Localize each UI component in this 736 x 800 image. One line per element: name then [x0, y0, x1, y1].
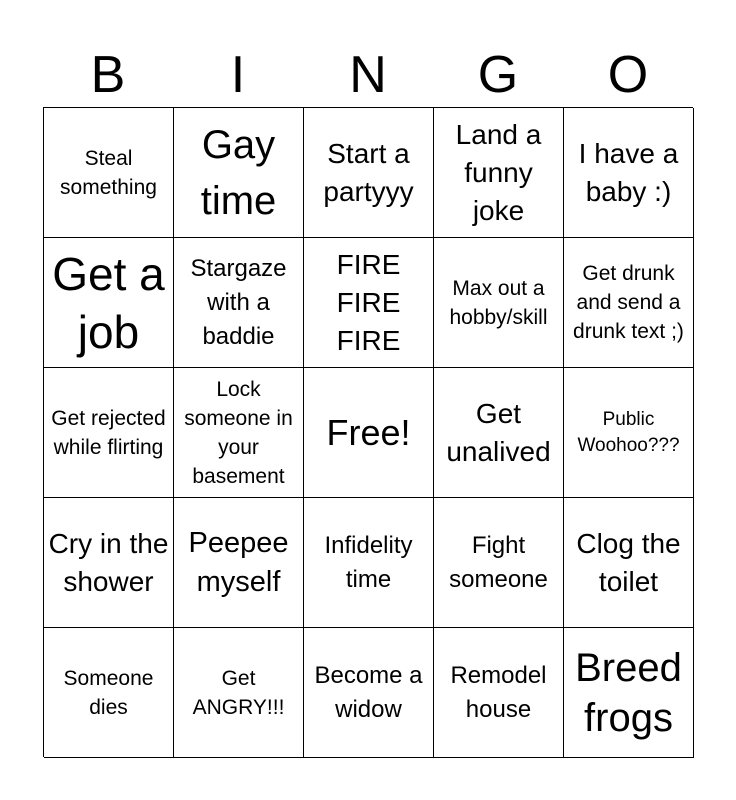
- bingo-cell[interactable]: [304, 108, 434, 238]
- bingo-cell[interactable]: [434, 628, 564, 758]
- bingo-header: [43, 44, 693, 106]
- bingo-cell[interactable]: [174, 368, 304, 498]
- bingo-cell[interactable]: [174, 498, 304, 628]
- cell-text: Public Woohoo???: [577, 408, 680, 456]
- cell-text: Become a widow: [314, 661, 423, 723]
- cell-text: Someone dies: [63, 666, 154, 719]
- bingo-cell[interactable]: [44, 238, 174, 368]
- bingo-board: [43, 107, 693, 757]
- cell-text: Gay time: [200, 122, 277, 223]
- cell-text: Start a partyyy: [323, 137, 414, 207]
- bingo-cell[interactable]: [434, 368, 564, 498]
- bingo-cell[interactable]: [434, 238, 564, 368]
- bingo-cell[interactable]: [174, 108, 304, 238]
- bingo-cell[interactable]: [174, 238, 304, 368]
- cell-text: Steal something: [60, 146, 157, 199]
- bingo-cell[interactable]: [44, 368, 174, 498]
- bingo-cell[interactable]: [174, 628, 304, 758]
- header-letter-o: O: [607, 46, 649, 104]
- cell-text: Peepee myself: [188, 526, 289, 598]
- bingo-cell[interactable]: [564, 368, 694, 498]
- bingo-cell-free[interactable]: [304, 368, 434, 498]
- bingo-cell[interactable]: [44, 628, 174, 758]
- bingo-cell[interactable]: [564, 498, 694, 628]
- cell-text: Max out a hobby/skill: [449, 276, 548, 329]
- cell-text: Lock someone in your basement: [184, 377, 293, 488]
- cell-text: Land a funny joke: [455, 118, 542, 226]
- cell-text: Free!: [326, 411, 411, 453]
- cell-text: Get drunk and send a drunk text ;): [573, 262, 684, 343]
- header-letter-b: B: [90, 46, 126, 104]
- cell-text: Stargaze with a baddie: [190, 254, 287, 350]
- bingo-cell[interactable]: [564, 108, 694, 238]
- cell-text: I have a baby :): [578, 137, 679, 207]
- cell-text: FIRE FIRE FIRE: [336, 248, 401, 356]
- cell-text: Remodel house: [450, 661, 547, 723]
- bingo-cell[interactable]: [44, 108, 174, 238]
- bingo-cell[interactable]: [304, 498, 434, 628]
- bingo-cell[interactable]: [564, 238, 694, 368]
- header-letter-i: I: [230, 46, 246, 104]
- bingo-cell[interactable]: [564, 628, 694, 758]
- cell-text: Clog the toilet: [576, 527, 681, 597]
- cell-text: Get a job: [52, 247, 165, 358]
- cell-text: Fight someone: [449, 531, 548, 593]
- header-letter-g: G: [477, 46, 519, 104]
- bingo-cell[interactable]: [304, 238, 434, 368]
- cell-text: Get rejected while flirting: [51, 406, 166, 459]
- bingo-cell[interactable]: [434, 108, 564, 238]
- bingo-cell[interactable]: [304, 628, 434, 758]
- header-letter-n: N: [349, 46, 387, 104]
- cell-text: Get unalived: [446, 397, 551, 467]
- cell-text: Cry in the shower: [48, 527, 169, 597]
- cell-text: Breed frogs: [575, 645, 682, 740]
- bingo-cell[interactable]: [434, 498, 564, 628]
- bingo-cell[interactable]: [44, 498, 174, 628]
- cell-text: Infidelity time: [324, 531, 413, 593]
- cell-text: Get ANGRY!!!: [192, 666, 285, 719]
